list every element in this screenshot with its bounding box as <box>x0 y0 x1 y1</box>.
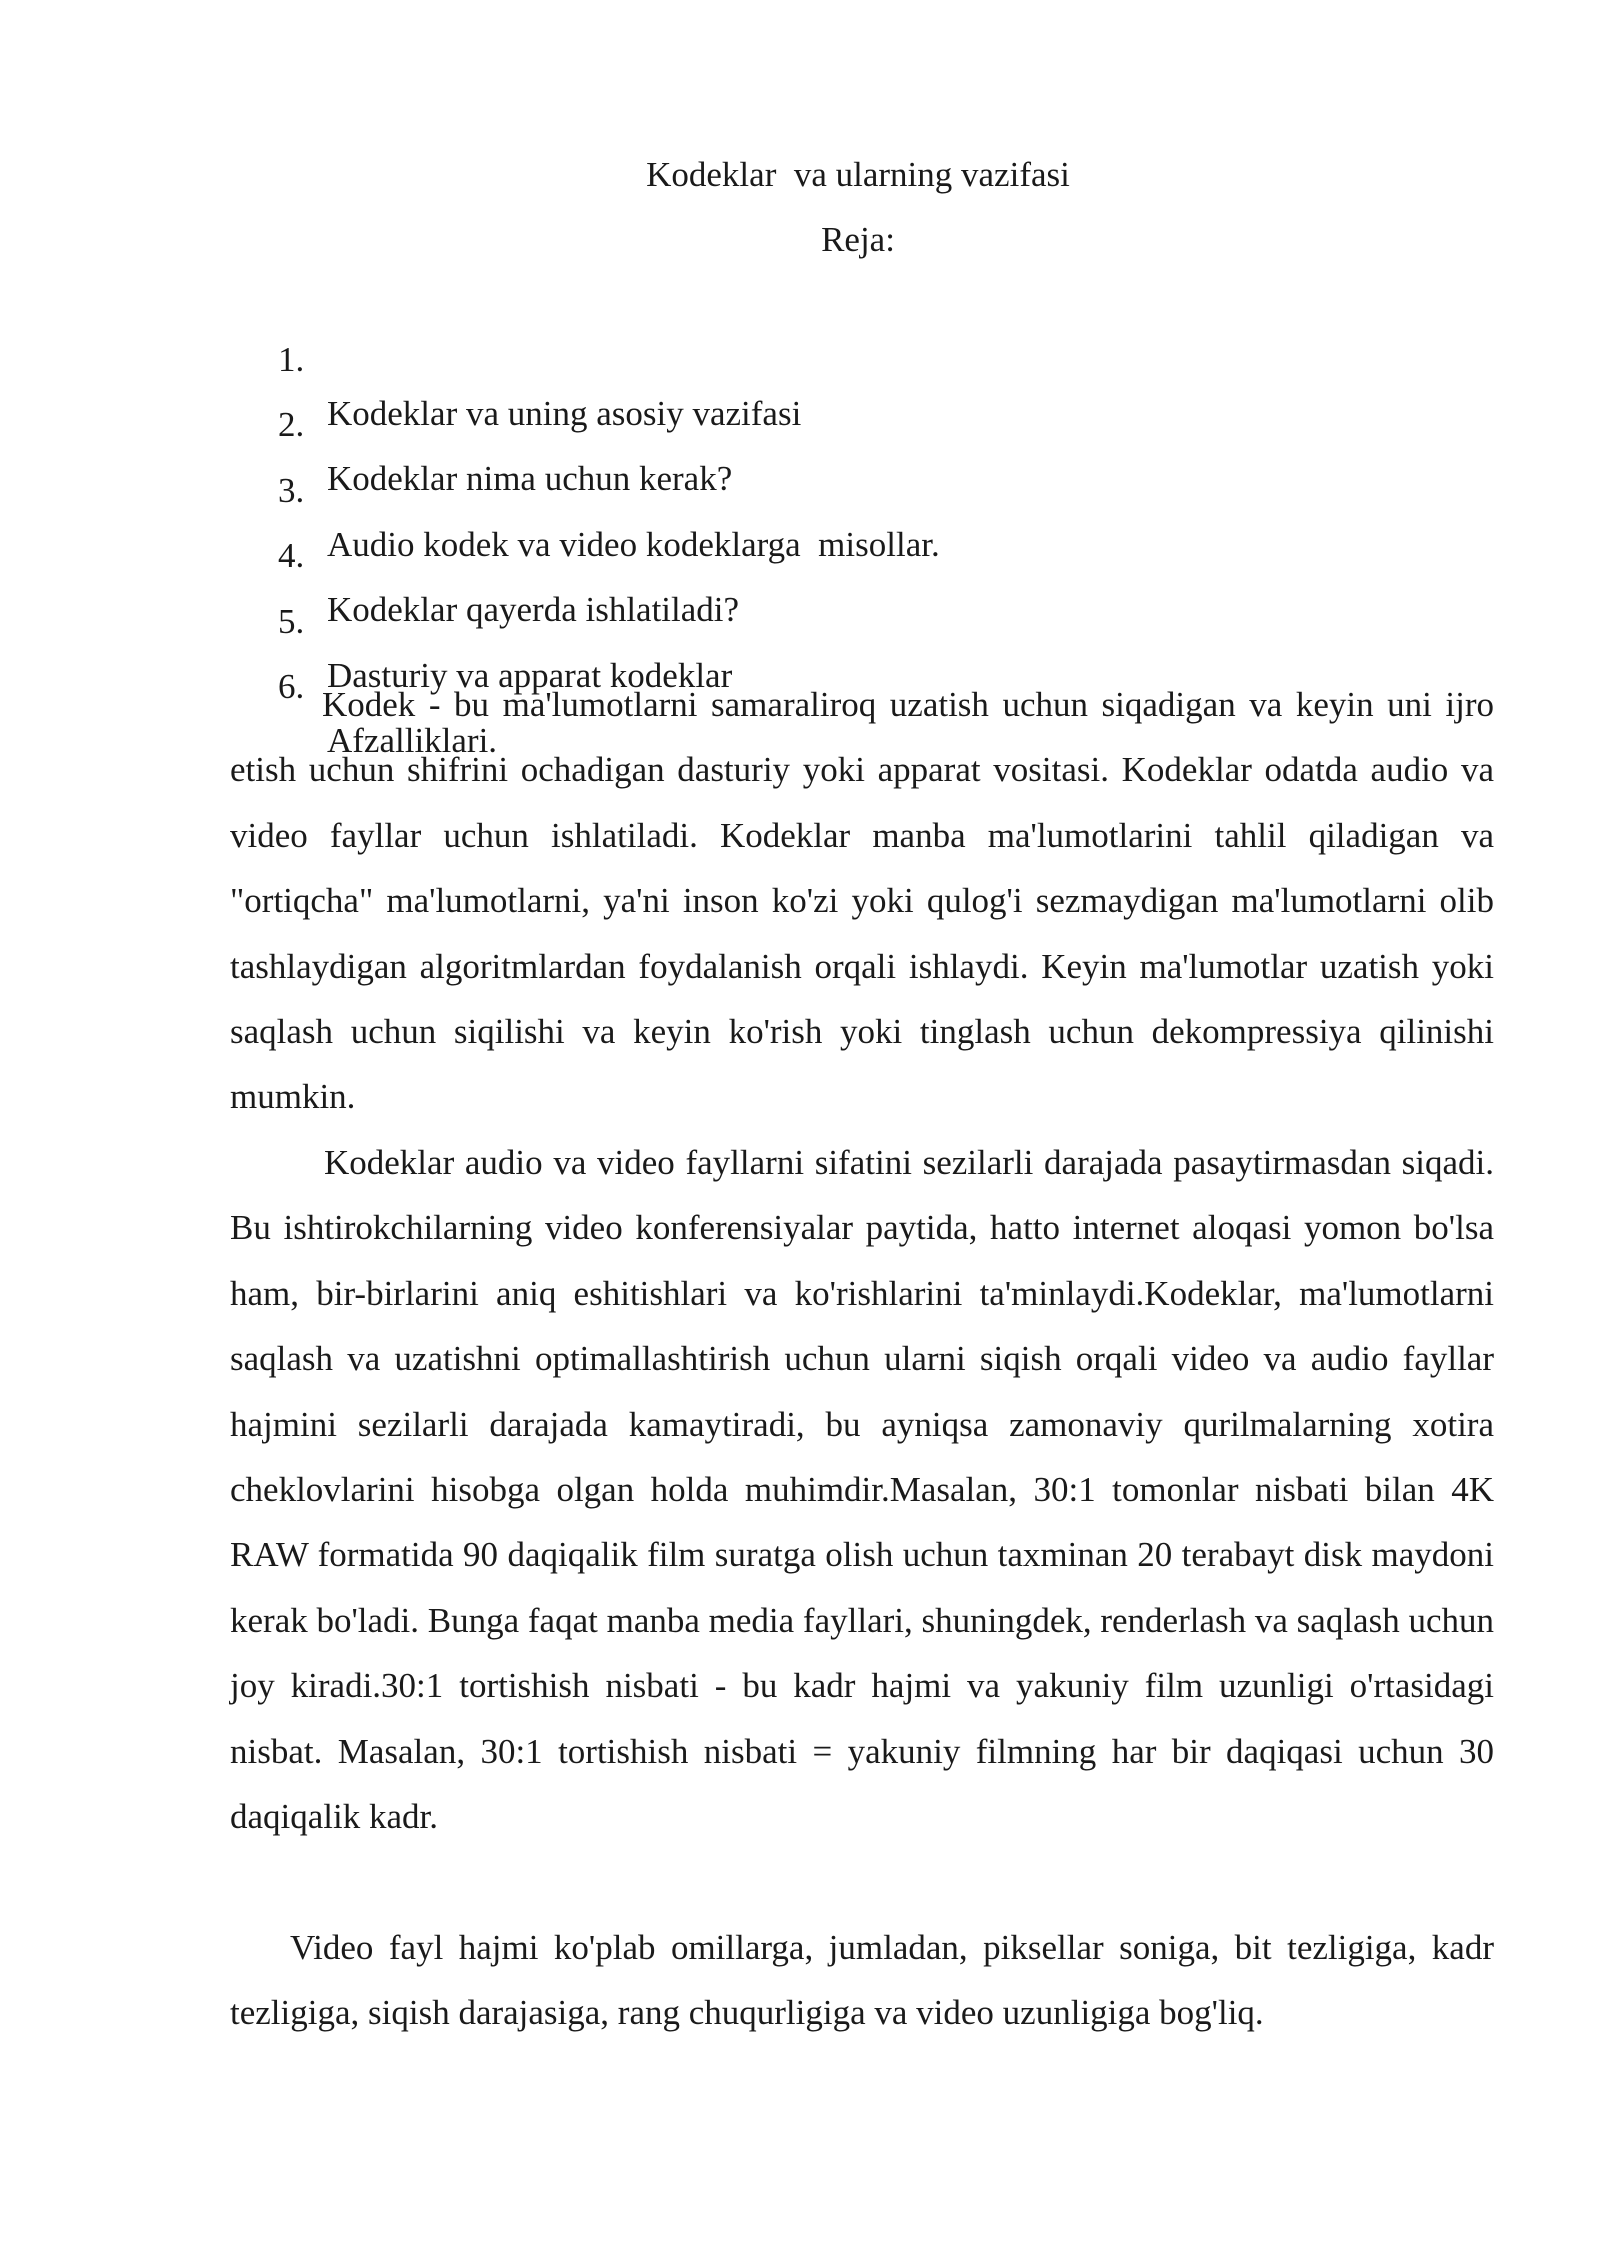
plan-item-number: 4. <box>278 536 305 576</box>
plan-item-text: Audio kodek va video kodeklarga misollar. <box>327 524 940 564</box>
plan-item-number: 2. <box>278 405 305 445</box>
plan-heading: Reja: <box>821 220 895 259</box>
plan-item-text: Kodeklar nima uchun kerak? <box>327 459 733 499</box>
plan-item <box>0 279 802 433</box>
plan-item-number: 1. <box>278 340 305 379</box>
plan-item-number: 6. <box>278 666 305 706</box>
body-paragraph: Video fayl hajmi ko'plab omillarga, jumladan, piksellar soniga, bit tezligiga, kadr tezligiga, siqish darajasiga, rang chuqurligiga va video uzunligiga bog'liq. <box>230 1928 1494 2033</box>
body-paragraph: Kodeklar audio va video fayllarni sifatini sezilarli darajada pasaytirmasdan siqadi. Bu ishtirokchilarning video konferensiyalar paytida, hatto internet aloqasi yomon bo'lsa ham, bir-birlarini aniq eshitishlari va ko'rishlarini ta'minlaydi.Kodeklar, ma'lumotlarni saqlash va uzatishni optimallashtirish uchun ularni siqish orqali video va audio fayllar hajmini sezilarli darajada kamaytiradi, bu ayniqsa zamonaviy qurilmalarning xotira cheklovlarini hisobga olgan holda muhimdir.Masalan, 30:1 tomonlar nisbati bilan 4K RAW formatida 90 daqiqalik film suratga olish uchun taxminan 20 terabayt disk maydoni kerak bo'ladi. Bunga faqat manba media fayllari, shuningdek, renderlash va saqlash uchun joy kiradi.30:1 tortishish nisbati - bu kadr hajmi va yakuniy film uzunligi o'rtasidagi nisbat. Masalan, 30:1 tortishish nisbati = yakuniy filmning har bir daqiqasi uchun 30 daqiqalik kadr. <box>230 1143 1494 1837</box>
plan-item-text: Kodeklar qayerda ishlatiladi? <box>327 590 740 630</box>
plan-item-text: Dasturiy va apparat kodeklar <box>327 655 733 695</box>
plan-list <box>0 279 940 760</box>
plan-item-text: Kodeklar va uning asosiy vazifasi <box>327 394 802 433</box>
plan-item-text: Afzalliklari. <box>327 720 498 760</box>
document-title: Kodeklar va ularning vazifasi <box>646 155 1070 194</box>
plan-item <box>0 606 498 760</box>
plan-item-number: 3. <box>278 470 305 510</box>
body-paragraph: Kodek - bu ma'lumotlarni samaraliroq uzatish uchun siqadigan va keyin uni ijro etish uchun shifrini ochadigan dasturiy yoki apparat vositasi. Kodeklar odatda audio va video fayllar uchun ishlatiladi. Kodeklar manba ma'lumotlarini tahlil qiladigan va "ortiqcha" ma'lumotlarni, ya'ni inson ko'zi yoki qulog'i sezmaydigan ma'lumotlarni olib tashlaydigan algoritmlardan foydalanish orqali ishlaydi. Keyin ma'lumotlar uzatish yoki saqlash uchun siqilishi va keyin ko'rish yoki tinglash uchun dekompressiya qilinishi mumkin. <box>230 685 1494 1117</box>
plan-item-number: 5. <box>278 601 305 641</box>
